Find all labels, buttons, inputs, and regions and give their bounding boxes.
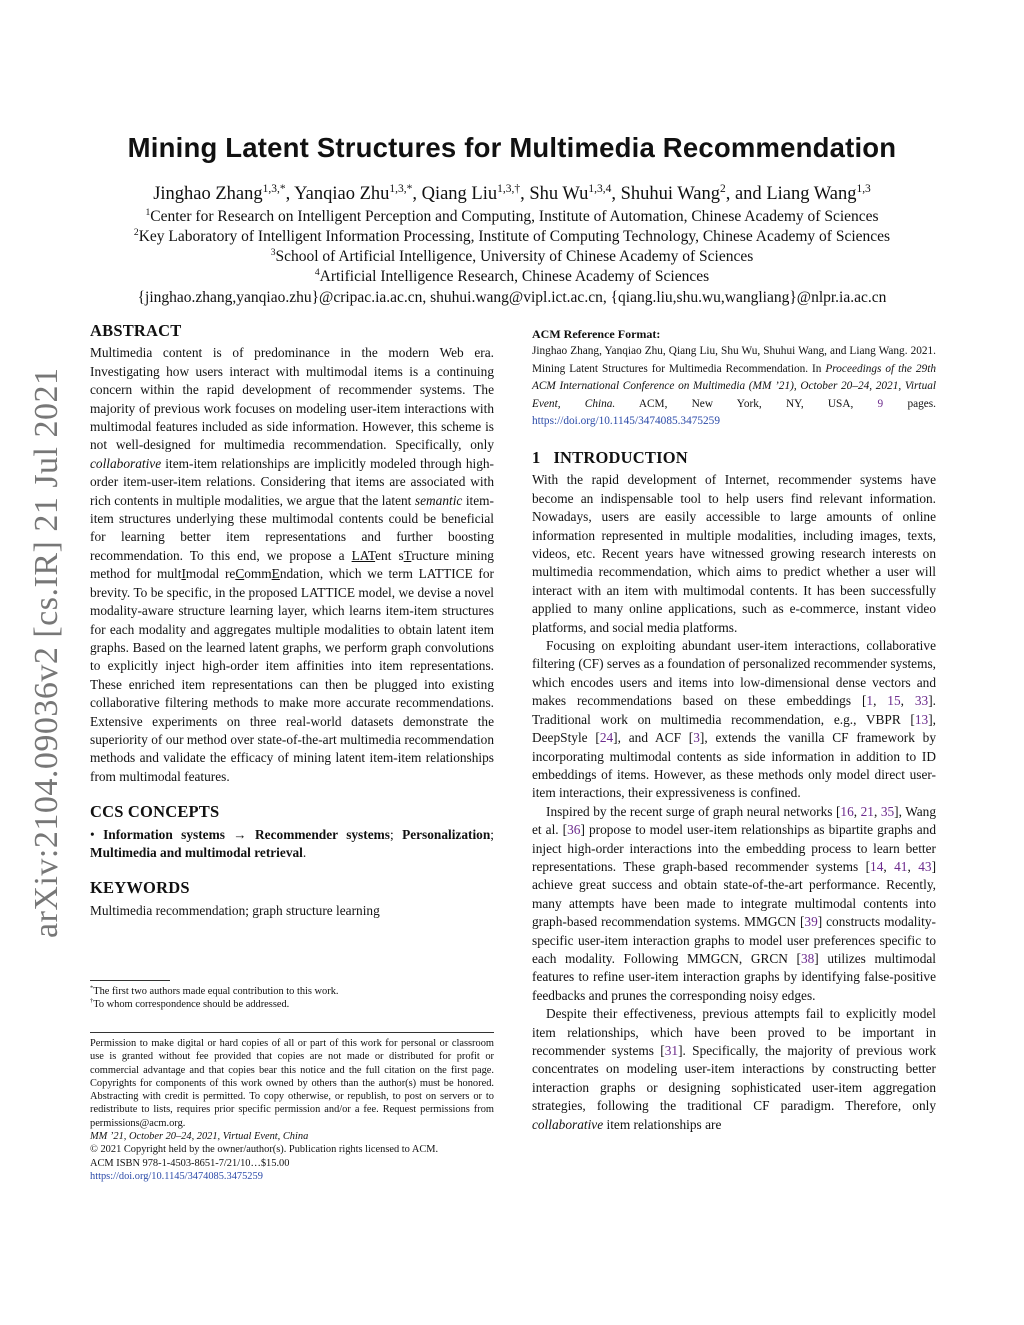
ccs-heading: CCS CONCEPTS <box>90 802 220 822</box>
permission-text: Permission to make digital or hard copies of all or part of this work for personal or classroom use is granted without fee provided that copies are not made or distributed for profit or commercial advantage and that copies bear this notice and the full citation on the first page. Copyrights for components of this work owned by others than the author(s) must be honored. Abstracting with credit is permitted. To copy otherwise, or republish, to post on servers or to redistribute to lists, requires prior specific permission and/or a fee. Request permissions from permissions@acm.org. <box>90 1038 494 1129</box>
intro-paragraph: Focusing on exploiting abundant user-item interactions, collaborative filtering (CF) serves as a foundation of personalized recommender systems, which encodes users and items into low-dimensional dense vectors and makes recommendations based on these embeddings [1, 15, 33]. Traditional work on multimedia recommendation, e.g., VBPR [13], DeepStyle [24], and ACF [3], extends the vanilla CF framework by incorporating multimodal contents as side information in addition to ID embeddings of items. However, as these methods only model direct user-item interactions, their expressiveness is confined. <box>532 638 937 801</box>
abstract-heading: ABSTRACT <box>90 321 182 340</box>
keywords-text: Multimedia recommendation; graph structure learning <box>90 902 380 918</box>
affiliation: $^1$Center for Research on Intelligent Perception and Computing, Institute of Automation, Chinese Academy of Sciences <box>145 206 879 225</box>
author-name: Yanqiao Zhu <box>294 184 390 204</box>
intro-paragraph: With the rapid development of Internet, recommender systems have become an indispensable tool to help users find relevant information. Nowadays, users are easily accessible to large amounts of online information represented in multiple modalities, including images, texts, videos, etc. Recent years have witnessed growing research interests on multimedia recommendation, which aims to predict whether a user will interact with an item with multimodal contents. It has been successfully applied to many online applications, such as e-commerce, instant video platforms, and social media platforms. <box>532 472 936 635</box>
footnote-rule <box>90 980 170 981</box>
acm-ref-heading: ACM Reference Format: <box>532 327 661 341</box>
venue: MM ’21, October 20–24, 2021, Virtual Event, China <box>90 1131 309 1143</box>
intro-heading: 1 INTRODUCTION <box>532 448 688 467</box>
left-column <box>90 322 494 920</box>
permission-block <box>90 1037 494 1183</box>
footnotes <box>90 985 494 1012</box>
author-name: Jinghao Zhang <box>153 184 263 204</box>
author-name: Shu Wu <box>529 184 589 204</box>
acm-reference <box>532 326 936 430</box>
author-emails: {jinghao.zhang,yanqiao.zhu}@cripac.ia.ac.cn, shuhui.wang@vipl.ict.ac.cn, {qiang.liu,shu.wu,wangliang}@nlpr.ia.ac.cn <box>137 289 887 306</box>
doi-link[interactable]: https://doi.org/10.1145/3474085.3475259 <box>532 415 720 428</box>
permission-rule <box>90 1032 494 1033</box>
arxiv-watermark: arXiv:2104.09036v2 [cs.IR] 21 Jul 2021 <box>28 367 65 938</box>
footnote: †To whom correspondence should be addressed. <box>90 997 290 1011</box>
ccs-concepts: • Information systems → Recommender systems; Personalization; Multimedia and multimodal retrieval. <box>90 826 494 860</box>
affiliation: $^2$Key Laboratory of Intelligent Information Processing, Institute of Computing Technology, Chinese Academy of Sciences <box>133 226 891 245</box>
copyright: © 2021 Copyright held by the owner/author(s). Publication rights licensed to ACM. <box>90 1144 439 1156</box>
abstract-text: Multimedia content is of predominance in the modern Web era. Investigating how users interact with multimodal items is a continuing concern within the rapid development of recommender systems. The majority of previous work focuses on modeling user-item interactions with multimodal features included as side information. However, this scheme is not well-designed for multimedia recommendation. Specifically, only collaborative item-item relationships are implicitly modeled through high-order item-user-item relations. Considering that items are associated with rich contents in multiple modalities, we argue that the latent semantic item-item structures underlying these multimodal contents could be beneficial for learning better item representations and further boosting recommendation. To this end, we propose a LATent sTructure mining method for multImodal reCommEndation, which we term LATTICE for brevity. To be specific, in the proposed LATTICE model, we devise a novel modality-aware structure learning layer, which learns item-item structures for each modality and aggregates multiple modalities to obtain latent item graphs. Based on the learned latent graphs, we perform graph convolutions to explicitly inject high-order item affinities into item representations. These enriched item representations can then be plugged into existing collaborative filtering methods to make more accurate recommendations. Extensive experiments on three real-world datasets demonstrate the superiority of our method over state-of-the-art multimedia recommendation methods and validate the efficacy of mining latent item-item relationships from multimodal features. <box>90 345 494 784</box>
affiliation: $^4$Artificial Intelligence Research, Chinese Academy of Sciences <box>314 266 710 285</box>
author-list: Jinghao Zhang$^{1,3,*}$, Yanqiao Zhu$^{1,3,*}$, Qiang Liu$^{1,3,\dagger}$, Shu Wu$^{1,3,4}$, Shuhui Wang$^2$, and Liang Wang$^{1,3}$ <box>153 182 871 204</box>
intro-paragraph: Despite their effectiveness, previous attempts fail to explicitly model item relationships, which have been proved to be important in recommender systems [31]. Specifically, the majority of previous work concentrates on modeling user-item interactions by constructing better interaction graphs or designing sophisticated user-item aggregation strategies, following the traditional CF paradigm. Therefore, only collaborative item relationships are <box>532 1006 937 1132</box>
intro-paragraph: Inspired by the recent surge of graph neural networks [16, 21, 35], Wang et al. [36] propose to model user-item relationships as bipartite graphs and inject high-order interactions into the embedding process to learn better representations. These graph-based recommender systems [14, 41, 43] achieve great success and obtain state-of-the-art performance. Recently, many attempts have been made to integrate multimodal contents into graph-based recommendation systems. MMGCN [39] constructs modality-specific user-item interaction graphs to model user preferences specific to each modality. Following MMGCN, GRCN [38] utilizes multimodal features to refine user-item interaction graphs by identifying false-positive feedbacks and prunes the corresponding noisy edges. <box>532 803 937 1003</box>
paper-title: Mining Latent Structures for Multimedia Recommendation <box>127 132 897 163</box>
isbn: ACM ISBN 978-1-4503-8651-7/21/10…$15.00 <box>90 1157 290 1169</box>
keywords-heading: KEYWORDS <box>90 878 190 898</box>
author-name: Shuhui Wang <box>620 184 720 204</box>
affiliation: $^3$School of Artificial Intelligence, University of Chinese Academy of Sciences <box>270 246 754 265</box>
author-name: Liang Wang <box>766 184 857 204</box>
author-name: Qiang Liu <box>421 184 498 204</box>
right-column <box>532 449 936 1134</box>
footnote: *The first two authors made equal contribution to this work. <box>90 984 339 997</box>
acm-ref-text: Jinghao Zhang, Yanqiao Zhu, Qiang Liu, Shu Wu, Shuhui Wang, and Liang Wang. 2021. Mining Latent Structures for Multimedia Recommendation. In Proceedings of the 29th ACM International Conference on Multimedia (MM ’21), October 20–24, 2021, Virtual Event, China. ACM, New York, NY, USA, 9 pages. https://doi.org/10.1145/3474085.3475259 <box>532 345 936 428</box>
doi-link[interactable]: https://doi.org/10.1145/3474085.3475259 <box>90 1170 263 1182</box>
